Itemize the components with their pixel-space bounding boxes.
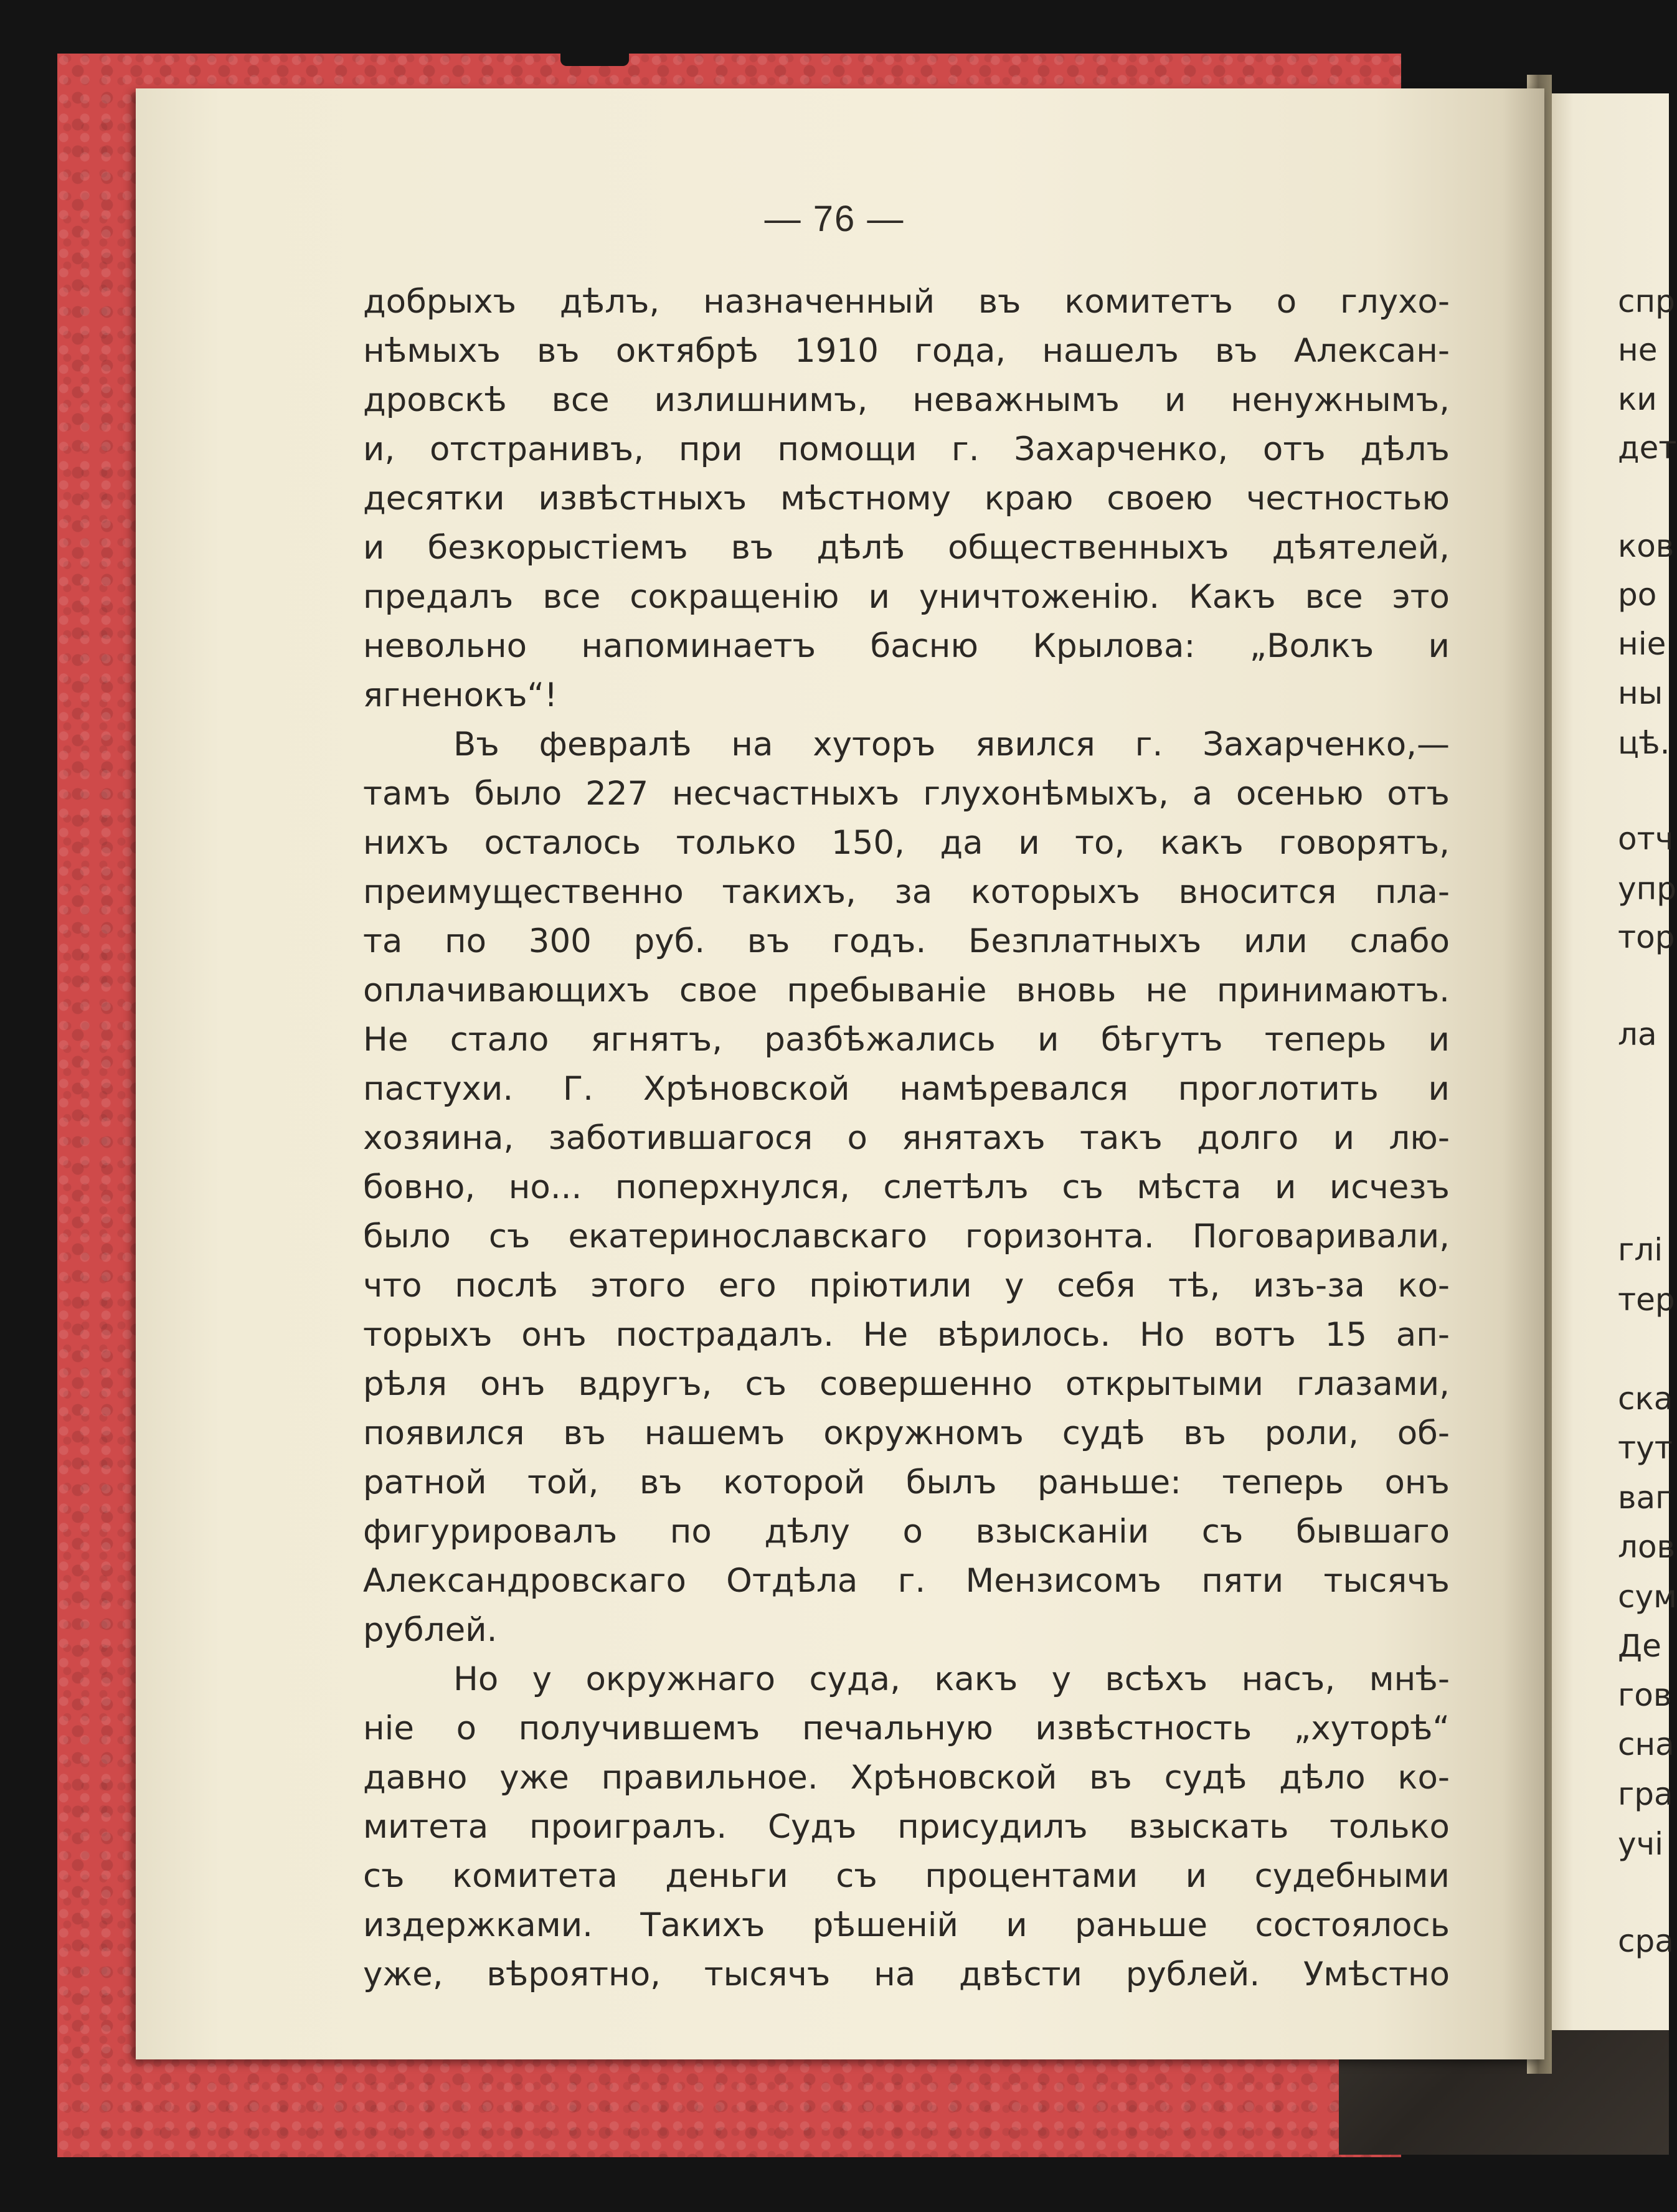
next-page-fragment: гов (1618, 1677, 1672, 1713)
next-page-fragment: тер (1618, 1282, 1675, 1318)
text-line: торыхъ онъ пострадалъ. Не вѣрилось. Но вотъ 15 ап- (363, 1316, 1450, 1354)
text-line: фигурировалъ по дѣлу о взысканіи съ бывшаго (363, 1513, 1450, 1551)
text-line: съ комитета деньги съ процентами и судебными (363, 1857, 1450, 1895)
text-line: появился въ нашемъ окружномъ судѣ въ роли, об- (363, 1414, 1450, 1452)
text-line: давно уже правильное. Хрѣновской въ судѣ дѣло ко- (363, 1759, 1450, 1797)
text-line: оплачивающихъ свое пребываніе вновь не принимаютъ. (363, 971, 1450, 1009)
next-page-fragment: Де (1618, 1628, 1661, 1664)
next-page-fragment: ла (1618, 1016, 1657, 1052)
text-line: и безкорыстіемъ въ дѣлѣ общественныхъ дѣятелей, (363, 529, 1450, 567)
text-line: бовно, но... поперхнулся, слетѣлъ съ мѣста и исчезъ (363, 1168, 1450, 1206)
text-line: невольно напоминаетъ басню Крылова: „Волкъ и (363, 627, 1450, 665)
text-line: что послѣ этого его пріютили у себя тѣ, изъ-за ко- (363, 1267, 1450, 1305)
next-page-fragment: ро (1618, 577, 1657, 613)
next-page-fragment: учі (1618, 1826, 1664, 1862)
text-line: уже, вѣроятно, тысячъ на двѣсти рублей. Умѣстно (363, 1955, 1450, 1993)
next-page-fragment: сум (1618, 1579, 1677, 1615)
next-page-fragment: не (1618, 332, 1658, 368)
text-line: Александровскаго Отдѣла г. Мензисомъ пяти тысячъ (363, 1562, 1450, 1600)
text-line: митета проигралъ. Судъ присудилъ взыскать только (363, 1808, 1450, 1846)
cover-notch (560, 44, 629, 66)
next-page-fragment: упр (1618, 871, 1677, 907)
next-page-fragment: ваг (1618, 1480, 1672, 1516)
text-line: пастухи. Г. Хрѣновской намѣревался проглотить и (363, 1070, 1450, 1108)
next-page-fragment: ков (1618, 528, 1675, 564)
page-body-text (363, 277, 1450, 1999)
next-page-fragment: ны (1618, 675, 1663, 711)
text-line: издержками. Такихъ рѣшеній и раньше состоялось (363, 1906, 1450, 1944)
text-line: ніе о получившемъ печальную извѣстность „хуторѣ“ (363, 1709, 1450, 1747)
text-line: десятки извѣстныхъ мѣстному краю своею честностью (363, 480, 1450, 518)
text-line: преимущественно такихъ, за которыхъ вносится пла- (363, 873, 1450, 911)
next-page-fragment: сна (1618, 1726, 1675, 1762)
next-page-fragment: тут (1618, 1430, 1673, 1466)
next-page-fragment: дет (1618, 430, 1677, 466)
text-line: предалъ все сокращенію и уничтоженію. Какъ все это (363, 578, 1450, 616)
text-line: добрыхъ дѣлъ, назначенный въ комитетъ о глухо- (363, 283, 1450, 321)
next-page-fragment: гра (1618, 1776, 1673, 1812)
next-page-fragment: ска (1618, 1381, 1673, 1417)
next-page-fragment: сра (1618, 1923, 1674, 1959)
next-page-fragment: ки (1618, 381, 1657, 417)
next-page-fragment: цѣ. (1618, 725, 1670, 761)
text-line: и, отстранивъ, при помощи г. Захарченко, отъ дѣлъ (363, 430, 1450, 468)
text-line: ягненокъ“! (363, 676, 558, 714)
text-line: та по 300 руб. въ годъ. Безплатныхъ или слабо (363, 922, 1450, 960)
text-line-paragraph-start: Но у окружнаго суда, какъ у всѣхъ насъ, мнѣ- (453, 1660, 1450, 1698)
text-line: нѣмыхъ въ октябрѣ 1910 года, нашелъ въ Алексан- (363, 332, 1450, 370)
text-line: было съ екатеринославскаго горизонта. Поговаривали, (363, 1217, 1450, 1255)
next-page-fragment: тор (1618, 919, 1675, 955)
next-page-fragment: глі (1618, 1232, 1663, 1268)
next-page-fragment: отч (1618, 821, 1674, 857)
text-line: рѣля онъ вдругъ, съ совершенно открытыми глазами, (363, 1365, 1450, 1403)
next-page-fragment: ніе (1618, 626, 1666, 662)
text-line: рублей. (363, 1611, 498, 1649)
text-line: нихъ осталось только 150, да и то, какъ говорятъ, (363, 824, 1450, 862)
text-line-paragraph-start: Въ февралѣ на хуторъ явился г. Захарченко,— (453, 726, 1450, 763)
next-page-fragment: спр (1618, 283, 1675, 319)
page-number: — 76 — (764, 199, 905, 239)
text-line: дровскѣ все излишнимъ, неважнымъ и ненужнымъ, (363, 381, 1450, 419)
text-line: ратной той, въ которой былъ раньше: теперь онъ (363, 1463, 1450, 1501)
text-line: тамъ было 227 несчастныхъ глухонѣмыхъ, а осенью отъ (363, 775, 1450, 813)
text-line: Не стало ягнятъ, разбѣжались и бѣгутъ теперь и (363, 1021, 1450, 1059)
text-line: хозяина, заботившагося о янятахъ такъ долго и лю- (363, 1119, 1450, 1157)
next-page-fragment: лов (1618, 1529, 1676, 1565)
